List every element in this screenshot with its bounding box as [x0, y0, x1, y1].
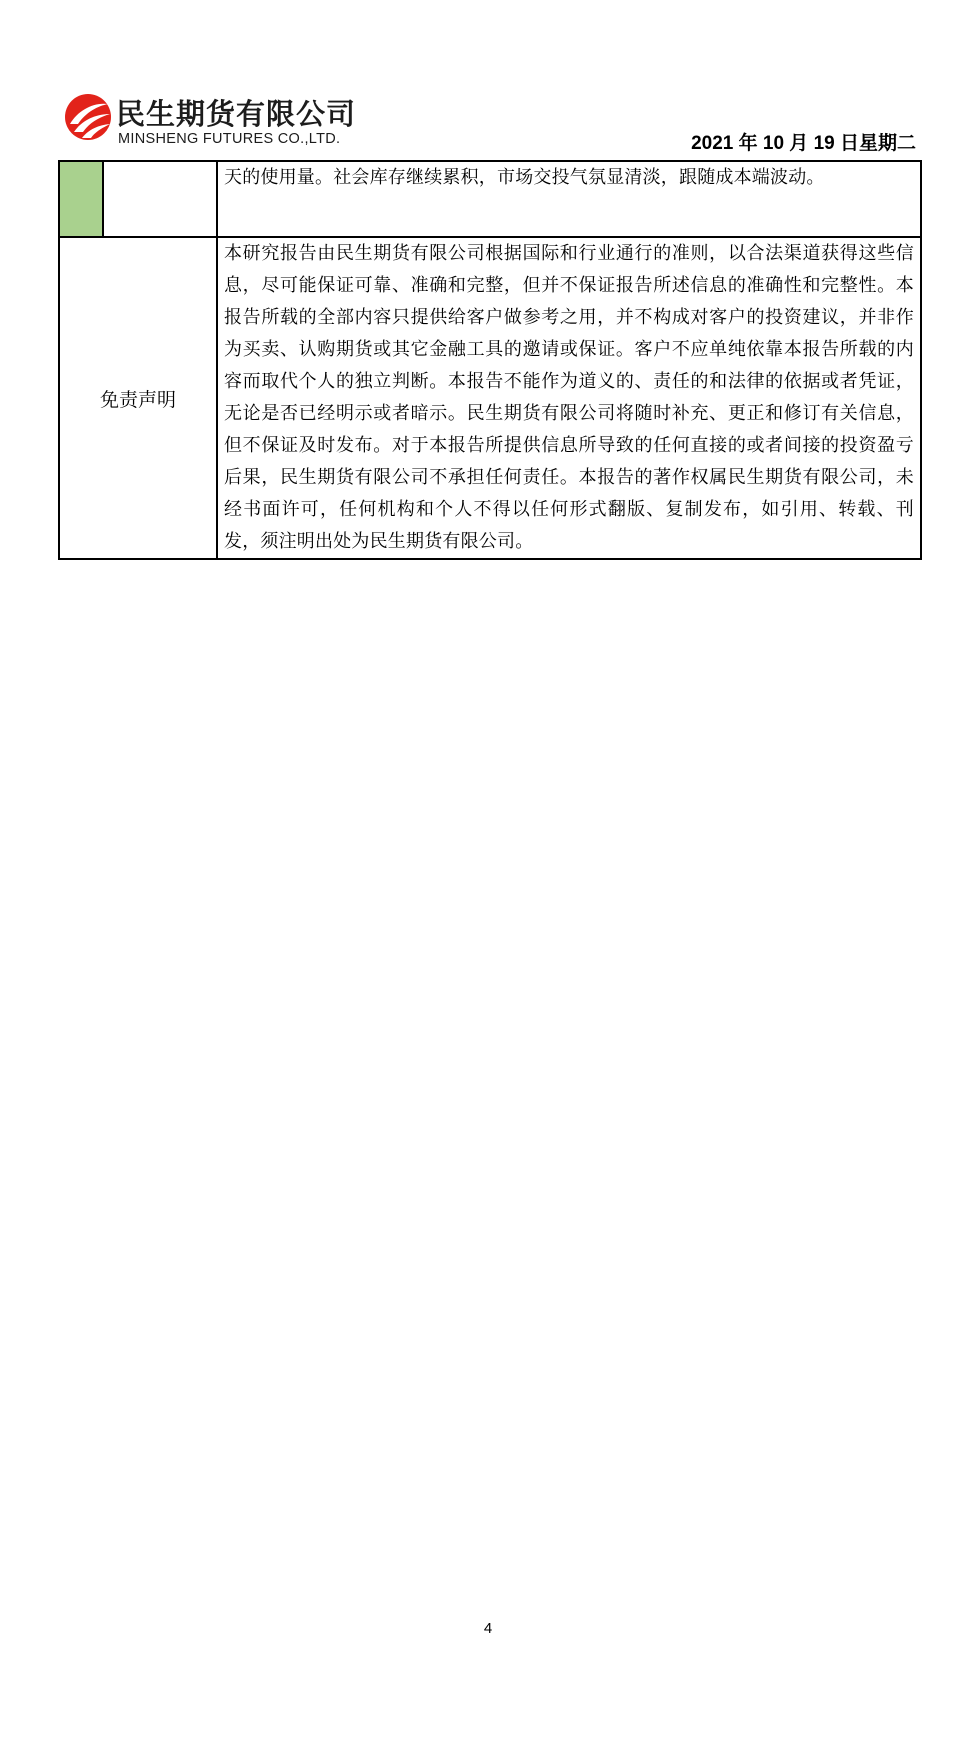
page-header: [0, 0, 976, 160]
analysis-text-cell: 天的使用量。社会库存继续累积，市场交投气氛显清淡，跟随成本端波动。: [217, 161, 921, 237]
company-logo: [64, 92, 364, 150]
logo-chinese-name: 民生期货有限公司: [116, 97, 357, 131]
logo-english-name: MINSHENG FUTURES CO.,LTD.: [118, 131, 341, 147]
blank-cell: [103, 161, 217, 237]
minsheng-logo-icon: [64, 92, 112, 142]
green-marker-cell: [59, 161, 103, 237]
report-date: 2021 年 10 月 19 日星期二: [691, 133, 916, 154]
disclaimer-label: 免责声明: [59, 237, 217, 559]
content-table: [58, 160, 922, 560]
disclaimer-text: 本研究报告由民生期货有限公司根据国际和行业通行的准则，以合法渠道获得这些信息，尽可能保证可靠、准确和完整，但并不保证报告所述信息的准确性和完整性。本报告所载的全部内容只提供给客户做参考之用，并不构成对客户的投资建议，并非作为买卖、认购期货或其它金融工具的邀请或保证。客户不应单纯依靠本报告所载的内容而取代个人的独立判断。本报告不能作为道义的、责任的和法律的依据或者凭证，无论是否已经明示或者暗示。民生期货有限公司将随时补充、更正和修订有关信息，但不保证及时发布。对于本报告所提供信息所导致的任何直接的或者间接的投资盈亏后果，民生期货有限公司不承担任何责任。本报告的著作权属民生期货有限公司，未经书面许可，任何机构和个人不得以任何形式翻版、复制发布，如引用、转载、刊发，须注明出处为民生期货有限公司。: [217, 237, 921, 559]
table-row: [59, 237, 921, 559]
table-row: [59, 161, 921, 237]
page-number: 4: [483, 1620, 493, 1637]
